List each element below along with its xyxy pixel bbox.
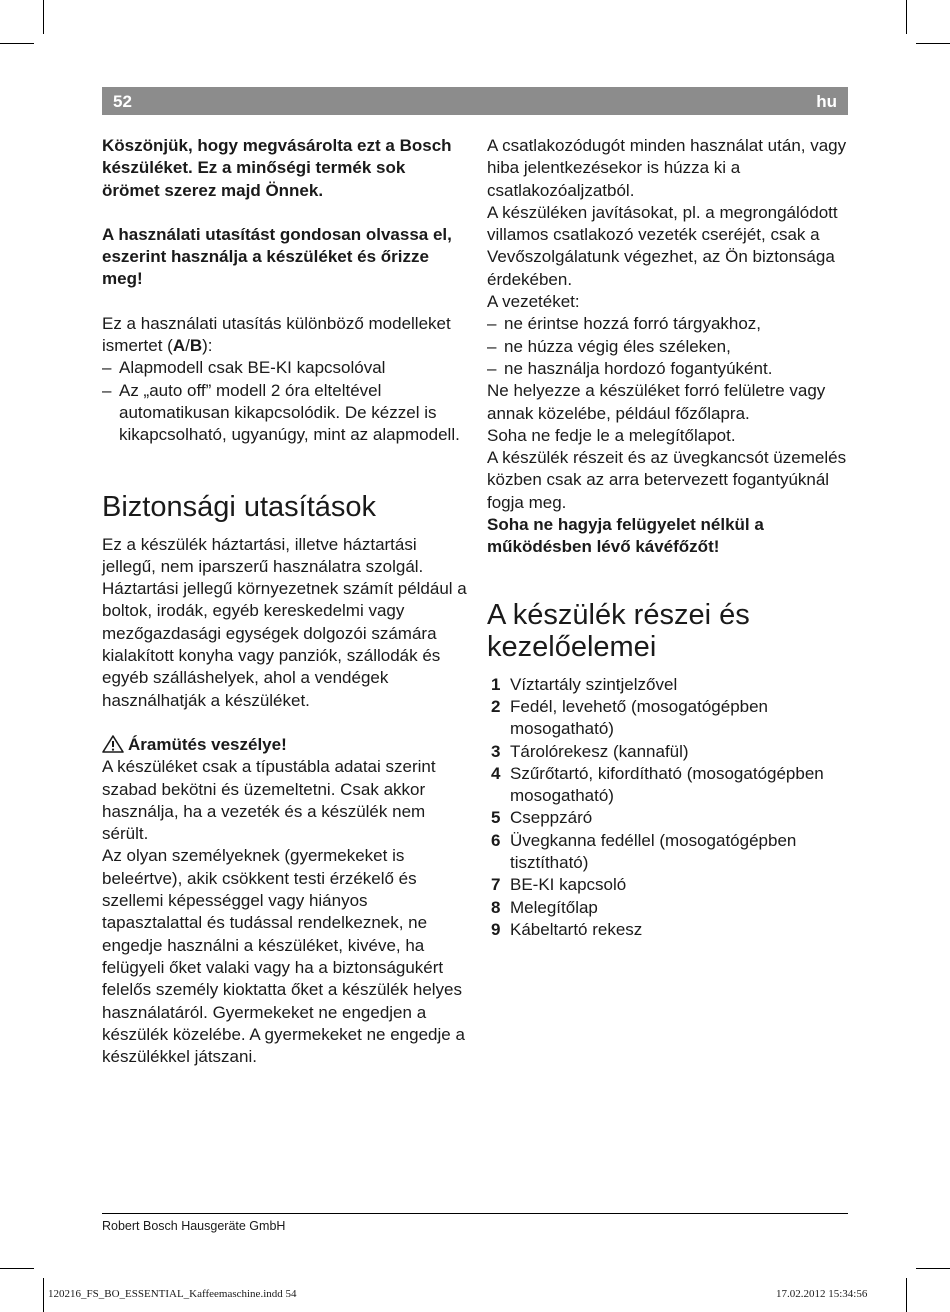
list-item: – ne használja hordozó fogantyúként. [487, 358, 849, 380]
crop-mark [43, 0, 44, 34]
footer-company: Robert Bosch Hausgeräte GmbH [102, 1219, 286, 1233]
warning-triangle-icon [102, 735, 124, 753]
crop-mark [906, 1278, 907, 1312]
plug-instruction: A csatlakozódugót minden használat után, vagy hiba jelentkezésekor is húzza ki a csatlakozóaljzatból. [487, 136, 847, 200]
list-item: 6 Üvegkanna fedéllel (mosogatógépben tisztítható) [491, 830, 797, 873]
print-slug-file: 120216_FS_BO_ESSENTIAL_Kaffeemaschine.indd 54 [48, 1288, 297, 1300]
unattended-warning: Soha ne hagyja felügyelet nélkül a működésben lévő kávéfőzőt! [487, 515, 764, 557]
page-number: 52 [113, 92, 132, 111]
model-a-label: A [172, 336, 186, 356]
crop-mark [906, 0, 907, 34]
print-slug-date: 17.02.2012 15:34:56 [776, 1288, 868, 1300]
list-item: 2 Fedél, levehető (mosogatógépben mosogatható) [491, 696, 769, 739]
intro-read-instructions: A használati utasítást gondosan olvassa el, eszerint használja a készüléket és őrizze meg! [102, 224, 452, 289]
list-item: – ne érintse hozzá forró tárgyakhoz, [487, 313, 849, 335]
crop-mark [0, 1268, 34, 1269]
crop-mark [916, 1268, 950, 1269]
list-item: 9 Kábeltartó rekesz [491, 919, 643, 939]
list-item: 8 Melegítőlap [491, 897, 598, 917]
models-intro: Ez a használati utasítás különböző modelleket ismertet (A/B): [102, 313, 451, 356]
warning-text-persons: Az olyan személyeknek (gyermekeket is beleértve), akik csökkent testi érzékelő és szellemi képességgel vagy hiányos tapasztalattal és tudással rendelkeznek, ne engedje használni a készüléket, kivéve, ha felügyeli őket valaki vagy ha a biztonságukért felelős személy kioktatta őket a készülék helyes használatáról. Gyermekeket ne engedjen a készülék közelébe. A gyermekeket ne engedje a készülékkel játszani. [102, 846, 465, 1067]
intro-thanks: Köszönjük, hogy megvásárolta ezt a Bosch készüléket. Ez a minőségi termék sok örömet szerez majd Önnek. [102, 136, 452, 200]
right-column [487, 135, 849, 941]
crop-mark [916, 43, 950, 44]
list-item: 4 Szűrőtartó, kifordítható (mosogatógépben mosogatható) [491, 763, 824, 806]
parts-heading: A készülék részei és kezelőelemei [487, 598, 750, 663]
warning-heading: Áramütés veszélye! [102, 734, 467, 756]
model-b-label: B [189, 336, 203, 356]
list-item: – ne húzza végig éles széleken, [487, 336, 849, 358]
list-item: 5 Cseppzáró [491, 808, 593, 828]
handles-instruction: A készülék részeit és az üvegkancsót üzemelés közben csak az arra betervezett fogantyúknál fogja meg. [487, 448, 847, 512]
parts-list [487, 674, 849, 942]
cable-instruction: A vezetéket: [487, 292, 580, 312]
left-column [102, 135, 467, 1068]
list-item: 7 BE-KI kapcsoló [491, 875, 627, 895]
crop-mark [43, 1278, 44, 1312]
cable-list [487, 313, 849, 380]
repair-instruction: A készüléken javításokat, pl. a megrongálódott villamos csatlakozó vezeték cseréjét, csak a Vevőszolgálatunk végezhet, az Ön biztonsága érdekében. [487, 202, 838, 289]
model-list [102, 357, 467, 446]
list-item: – Alapmodell csak BE-KI kapcsolóval [102, 357, 467, 379]
list-item: – Az „auto off” modell 2 óra elteltével automatikusan kikapcsolódik. De kézzel is kikapcsolható, ugyanúgy, mint az alapmodell. [102, 380, 467, 447]
page-header [102, 87, 848, 115]
list-item: 1 Víztartály szintjelzővel [491, 674, 678, 694]
footer-divider [102, 1213, 848, 1214]
crop-mark [0, 43, 34, 44]
list-item: 3 Tárolórekesz (kannafül) [491, 741, 689, 761]
safety-heading: Biztonsági utasítások [102, 490, 377, 523]
safety-intro: Ez a készülék háztartási, illetve háztartási jellegű, nem iparszerű használatra szolgál. Háztartási jellegű környezetnek számít például a boltok, irodák, egyéb kereskedelmi vagy mezőgazdasági egységek dolgozói számára kialakított konyha vagy panziók, szállodák és egyéb szálláshelyek, ahol a vendégek használhatják a készüléket. [102, 534, 467, 710]
language-code: hu [816, 92, 837, 111]
cover-instruction: Soha ne fedje le a melegítőlapot. [487, 425, 736, 445]
surface-instruction: Ne helyezze a készüléket forró felületre vagy annak közelébe, például főzőlapra. [487, 381, 826, 423]
warning-text-connection: A készüléket csak a típustábla adatai szerint szabad bekötni és üzemeltetni. Csak akkor használja, ha a vezeték és a készülék nem sérült. [102, 757, 436, 844]
